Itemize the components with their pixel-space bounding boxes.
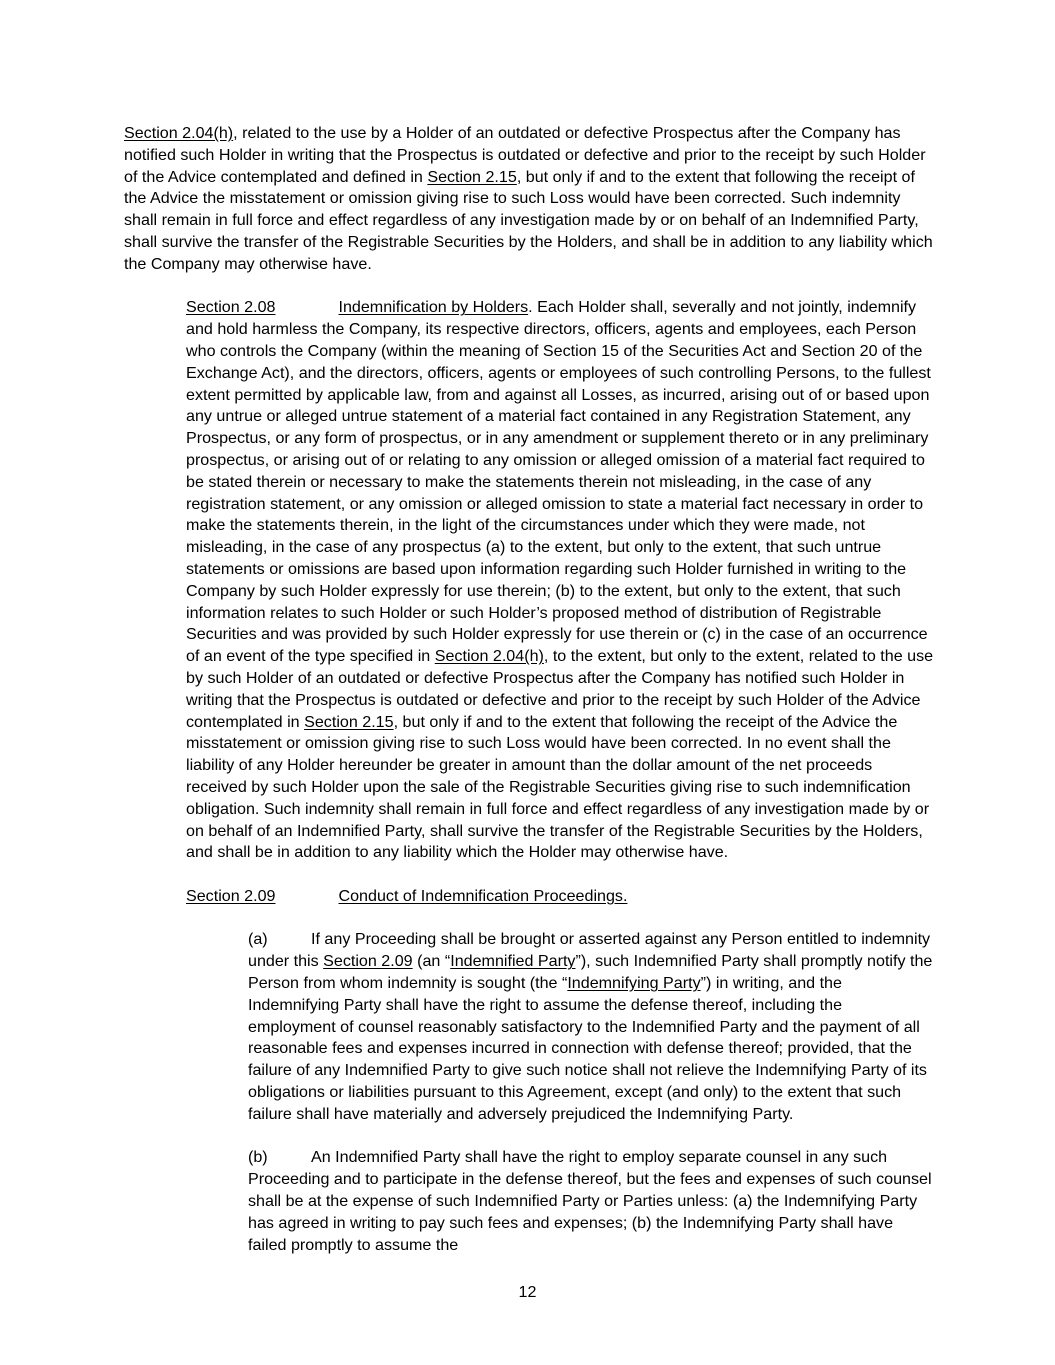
paragraph-text: (an “ bbox=[412, 952, 451, 971]
section-reference: Section 2.15 bbox=[304, 712, 394, 731]
section-2-09-heading bbox=[124, 886, 934, 908]
paragraph-continuation bbox=[124, 123, 934, 276]
section-number: Section 2.08 bbox=[186, 298, 276, 317]
defined-term: Indemnifying Party bbox=[567, 974, 701, 993]
paragraph-text: ”), such Indemnified Party shall promptly notify the Person from whom indemnity is sought (the “ bbox=[248, 952, 933, 993]
paragraph-text: . Each Holder shall, severally and not jointly, indemnify and hold harmless the Company, its respective directors, officers, agents and employees, each Person who controls the Company (within the meaning of Section 15 of the Securities Act and Section 20 of the Exchange Act), and the directors, officers, agents or employees of such controlling Persons, to the fullest extent permitted by applicable law, from and against all Losses, as incurred, arising out of or based upon any untrue or alleged untrue statement of a material fact contained in any Registration Statement, any Prospectus, or any form of prospectus, or in any amendment or supplement thereto or in any preliminary prospectus, or arising out of or relating to any omission or alleged omission of a material fact required to be stated therein or necessary to make the statements therein not misleading, in the case of any registration statement, or any omission or alleged omission to state a material fact necessary in order to make the statements therein, in the light of the circumstances under which they were made, not misleading, in the case of any prospectus (a) to the extent, but only to the extent, that such untrue statements or omissions are based upon information regarding such Holder furnished in writing to the Company by such Holder expressly for use therein; (b) to the extent, but only to the extent, that such information relates to such Holder or such Holder’s proposed method of distribution of Registrable Securities and was provided by such Holder expressly for use therein or (c) in the case of an occurrence of an event of the type specified in bbox=[186, 298, 931, 666]
subparagraph-b bbox=[124, 1147, 934, 1256]
page-number: 12 bbox=[518, 1283, 537, 1301]
section-reference: Section 2.09 bbox=[323, 952, 413, 971]
document-page bbox=[124, 123, 934, 1256]
paragraph-text: ”) in writing, and the Indemnifying Party shall have the right to assume the defense thereof, including the employment of counsel reasonably satisfactory to the Indemnified Party and the payment of all reasonable fees and expenses incurred in connection with defense thereof; provided, that the failure of any Indemnified Party to give such notice shall not relieve the Indemnifying Party of its obligations or liabilities pursuant to this Agreement, except (and only) to the extent that such failure shall have materially and adversely prejudiced the Indemnifying Party. bbox=[248, 974, 927, 1123]
defined-term: Indemnified Party bbox=[450, 952, 576, 971]
section-title: Indemnification by Holders bbox=[338, 298, 529, 317]
section-2-08-paragraph bbox=[124, 297, 934, 864]
section-number: Section 2.09 bbox=[186, 886, 276, 905]
paragraph-text: , but only if and to the extent that following the receipt of the Advice the misstatement or omission giving rise to such Loss would have been corrected. In no event shall the liability of any Holder hereunder be greater in amount than the dollar amount of the net proceeds received by such Holder upon the sale of the Registrable Securities giving rise to such indemnification obligation. Such indemnity shall remain in full force and effect regardless of any investigation made by or on behalf of an Indemnified Party, shall survive the transfer of the Registrable Securities by the Holders, and shall be in addition to any liability which the Holder may otherwise have. bbox=[186, 712, 930, 862]
paragraph-text: , but only if and to the extent that following the receipt of the Advice the misstatement or omission giving rise to such Loss would have been corrected. Such indemnity shall remain in full force and effect regardless of any investigation made by or on behalf of an Indemnified Party, shall survive the transfer of the Registrable Securities by the Holders, and shall be in addition to any liability which the Company may otherwise have. bbox=[124, 167, 933, 273]
section-title: Conduct of Indemnification Proceedings. bbox=[338, 886, 628, 905]
subparagraph-label: (b) bbox=[248, 1148, 268, 1167]
section-reference: Section 2.04(h) bbox=[124, 124, 234, 142]
subparagraph-a bbox=[124, 929, 934, 1125]
subparagraph-label: (a) bbox=[248, 930, 268, 949]
paragraph-text: If any Proceeding shall be brought or asserted against any Person entitled to indemnity under this bbox=[248, 930, 931, 971]
paragraph-text: , related to the use by a Holder of an outdated or defective Prospectus after the Company has notified such Holder in writing that the Prospectus is outdated or defective and prior to the receipt by such Holder of the Advice contemplated and defined in bbox=[124, 124, 926, 186]
section-reference: Section 2.15 bbox=[427, 167, 517, 186]
section-reference: Section 2.04(h) bbox=[434, 647, 544, 666]
paragraph-text: An Indemnified Party shall have the right to employ separate counsel in any such Proceeding and to participate in the defense thereof, but the fees and expenses of such counsel shall be at the expense of such Indemnified Party or Parties unless: (a) the Indemnifying Party has agreed in writing to pay such fees and expenses; (b) the Indemnifying Party shall have failed promptly to assume the bbox=[248, 1148, 932, 1254]
paragraph-text: , to the extent, but only to the extent, related to the use by such Holder of an outdated or defective Prospectus after the Company has notified such Holder in writing that the Prospectus is outdated or defective and prior to the receipt by such Holder of the Advice contemplated in bbox=[186, 647, 934, 731]
